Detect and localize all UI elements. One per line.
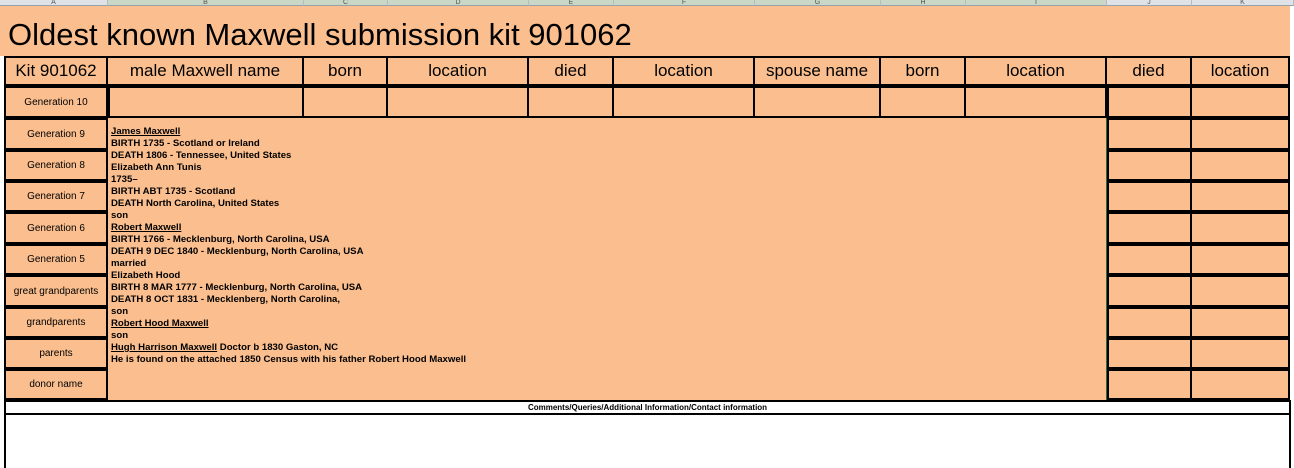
row-label-donor-name[interactable]: donor name [4, 369, 108, 400]
ancestor-name: Hugh Harrison Maxwell [111, 342, 218, 353]
gen10-location2-cell[interactable] [612, 86, 755, 118]
ancestor-detail: BIRTH 1735 - Scotland or Ireland [111, 138, 260, 149]
relation-label: son [111, 330, 129, 341]
gen10-name-cell[interactable] [108, 86, 304, 118]
gen8-spouse-location-cell[interactable] [1190, 150, 1290, 181]
great-grandparents-spouse-died-cell[interactable] [1107, 275, 1192, 307]
row-label-generation-9[interactable]: Generation 9 [4, 118, 108, 150]
gen10-spouse-died-cell[interactable] [1107, 86, 1192, 118]
gen6-spouse-location-cell[interactable] [1190, 212, 1290, 244]
row-label-grandparents[interactable]: grandparents [4, 307, 108, 338]
ancestor-name: Robert Hood Maxwell [111, 318, 209, 329]
column-header-k[interactable]: K [1192, 0, 1294, 6]
header-male-name[interactable]: male Maxwell name [106, 56, 304, 86]
ancestry-text-cell[interactable] [108, 118, 1108, 400]
row-label-generation-5[interactable]: Generation 5 [4, 244, 108, 275]
gen9-spouse-location-cell[interactable] [1190, 118, 1290, 150]
donor-spouse-location-cell[interactable] [1190, 369, 1290, 400]
header-spouse-born[interactable]: born [879, 56, 966, 86]
header-died[interactable]: died [527, 56, 614, 86]
gen10-spouse-location-cell[interactable] [964, 86, 1107, 118]
ancestor-detail: 1735– [111, 174, 138, 185]
column-header-d[interactable]: D [388, 0, 529, 6]
gen7-spouse-location-cell[interactable] [1190, 181, 1290, 212]
parents-spouse-location-cell[interactable] [1190, 338, 1290, 369]
column-header-j[interactable]: J [1107, 0, 1192, 6]
header-spouse-location[interactable]: location [964, 56, 1107, 86]
relation-label: married [111, 258, 147, 269]
ancestor-detail: DEATH North Carolina, United States [111, 198, 280, 209]
grandparents-spouse-died-cell[interactable] [1107, 307, 1192, 338]
gen9-spouse-died-cell[interactable] [1107, 118, 1192, 150]
relation-label: son [111, 306, 129, 317]
gen5-spouse-location-cell[interactable] [1190, 244, 1290, 275]
comments-area[interactable] [4, 415, 1291, 468]
row-label-generation-8[interactable]: Generation 8 [4, 150, 108, 181]
ancestor-detail: DEATH 1806 - Tennessee, United States [111, 150, 292, 161]
header-spouse-name[interactable]: spouse name [753, 56, 881, 86]
column-header-b[interactable]: B [108, 0, 304, 6]
ancestor-detail: Doctor b 1830 Gaston, NC [217, 342, 339, 353]
header-kit[interactable]: Kit 901062 [4, 56, 108, 86]
gen10-spouse-location2-cell[interactable] [1190, 86, 1290, 118]
gen10-spouse-born-cell[interactable] [879, 86, 966, 118]
gen10-died-cell[interactable] [527, 86, 614, 118]
column-header-e[interactable]: E [529, 0, 614, 6]
ancestor-name: Robert Maxwell [111, 222, 182, 233]
ancestor-detail: DEATH 9 DEC 1840 - Mecklenburg, North Carolina, USA [111, 246, 364, 257]
spouse-name: Elizabeth Ann Tunis [111, 162, 202, 173]
header-spouse-died[interactable]: died [1105, 56, 1192, 86]
ancestry-text [111, 126, 466, 366]
ancestor-detail: DEATH 8 OCT 1831 - Mecklenberg, North Carolina, [111, 294, 341, 305]
grandparents-spouse-location-cell[interactable] [1190, 307, 1290, 338]
comments-header[interactable]: Comments/Queries/Additional Information/Contact information [4, 400, 1291, 415]
header-location[interactable]: location [386, 56, 529, 86]
column-header-a[interactable]: A [0, 0, 108, 6]
gen7-spouse-died-cell[interactable] [1107, 181, 1192, 212]
gen10-spouse-cell[interactable] [753, 86, 881, 118]
spouse-name: Elizabeth Hood [111, 270, 181, 281]
ancestor-detail: BIRTH 8 MAR 1777 - Mecklenburg, North Carolina, USA [111, 282, 363, 293]
ancestor-detail: BIRTH ABT 1735 - Scotland [111, 186, 236, 197]
row-label-great-grandparents[interactable]: great grandparents [4, 275, 108, 307]
column-header-h[interactable]: H [881, 0, 966, 6]
header-born[interactable]: born [302, 56, 388, 86]
ancestor-detail: BIRTH 1766 - Mecklenburg, North Carolina, USA [111, 234, 330, 245]
gen5-spouse-died-cell[interactable] [1107, 244, 1192, 275]
column-header-i[interactable]: I [966, 0, 1107, 6]
parents-spouse-died-cell[interactable] [1107, 338, 1192, 369]
column-header-g[interactable]: G [755, 0, 881, 6]
row-label-generation-10[interactable]: Generation 10 [4, 86, 108, 118]
gen10-location-cell[interactable] [386, 86, 529, 118]
ancestor-line [111, 342, 466, 354]
row-label-parents[interactable]: parents [4, 338, 108, 369]
ancestor-note: He is found on the attached 1850 Census with his father Robert Hood Maxwell [111, 354, 467, 365]
donor-spouse-died-cell[interactable] [1107, 369, 1192, 400]
relation-label: son [111, 210, 129, 221]
sheet-title: Oldest known Maxwell submission kit 901062 [8, 17, 632, 52]
header-location-2[interactable]: location [612, 56, 755, 86]
column-header-f[interactable]: F [614, 0, 755, 6]
header-spouse-location-2[interactable]: location [1190, 56, 1290, 86]
row-label-generation-7[interactable]: Generation 7 [4, 181, 108, 212]
gen8-spouse-died-cell[interactable] [1107, 150, 1192, 181]
row-label-generation-6[interactable]: Generation 6 [4, 212, 108, 244]
ancestor-name: James Maxwell [111, 126, 181, 137]
gen10-born-cell[interactable] [302, 86, 388, 118]
great-grandparents-spouse-location-cell[interactable] [1190, 275, 1290, 307]
column-header-c[interactable]: C [304, 0, 388, 6]
gen6-spouse-died-cell[interactable] [1107, 212, 1192, 244]
